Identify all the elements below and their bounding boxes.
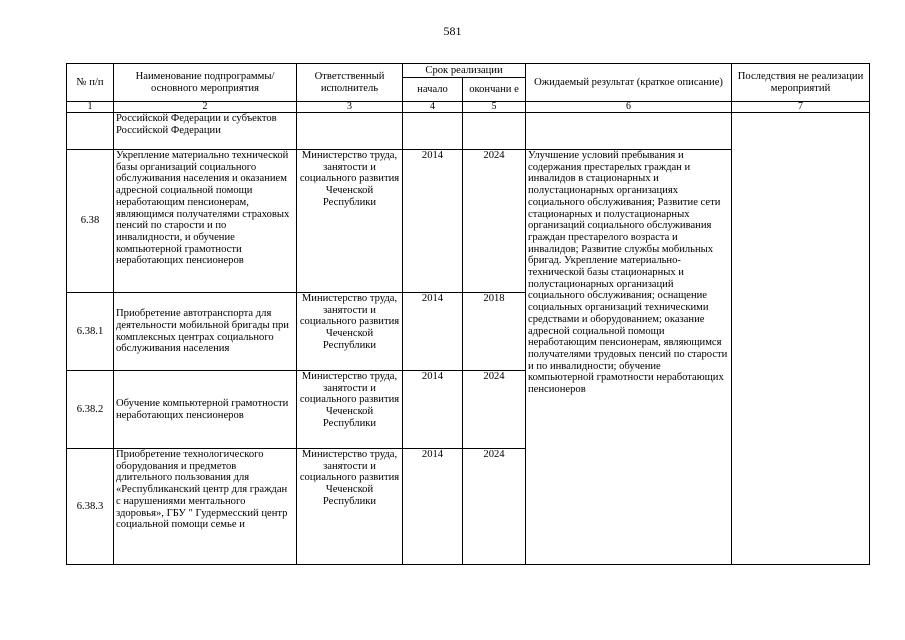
consequences-cell [732,113,870,565]
row-end: 2024 [463,371,526,449]
header-name: Наименование подпрограммы/ основного мероприятия [114,64,297,102]
column-number: 2 [114,102,297,113]
row-end: 2018 [463,293,526,371]
row-name: Обучение компьютерной грамотности неработающих пенсионеров [114,371,297,449]
column-number: 4 [403,102,463,113]
column-number: 1 [67,102,114,113]
row-executor: Министерство труда, занятости и социального развития Чеченской Республики [297,293,403,371]
header-consequences: Последствия не реализации мероприятий [732,64,870,102]
row-name: Российской Федерации и субъектов Российской Федерации [114,113,297,150]
row-end: 2024 [463,449,526,565]
row-number: 6.38.3 [67,449,114,565]
row-number: 6.38.1 [67,293,114,371]
column-number: 7 [732,102,870,113]
program-table [66,63,870,565]
row-start: 2014 [403,150,463,293]
header-expected-result: Ожидаемый результат (краткое описание) [526,64,732,102]
column-numbers-row [67,102,870,113]
row-executor: Министерство труда, занятости и социального развития Чеченской Республики [297,449,403,565]
column-number: 5 [463,102,526,113]
column-number: 3 [297,102,403,113]
column-number: 6 [526,102,732,113]
row-name: Приобретение автотранспорта для деятельности мобильной бригады при комплексных центрах социального обслуживания населения [114,293,297,371]
row-start: 2014 [403,371,463,449]
row-number: 6.38.2 [67,371,114,449]
header-number: № п/п [67,64,114,102]
header-period: Срок реализации [403,64,526,78]
row-number: 6.38 [67,150,114,293]
expected-result-cell: Улучшение условий пребывания и содержания престарелых граждан и инвалидов в стационарных и полустационарных организациях социального обслуживания; Развитие сети стационарных и полустационарных организаций социального обслуживания граждан престарелого возраста и инвалидов; Развитие службы мобильных бригад. Укрепление материально-технической базы стационарных и полустационарных организаций социального обслуживания; оснащение социальных организаций техническими средствами и оборудованием; оказание адресной социальной помощи неработающим пенсионерам, являющимся получателями трудовых пенсий по старости и по инвалидности; обучение компьютерной грамотности неработающих пенсионеров [526,150,732,565]
row-start: 2014 [403,293,463,371]
page-number: 581 [443,24,462,38]
row-executor: Министерство труда, занятости и социального развития Чеченской Республики [297,371,403,449]
row-end: 2024 [463,150,526,293]
row-name: Укрепление материально технической базы организаций социального обслуживания населения и оказанием адресной социальной помощи неработающим пенсионерам, являющимся получателями страховых пенсий по старости и по инвалидности, и обучение компьютерной грамотности неработающих пенсионеров [114,150,297,293]
table-row-continuation [67,113,870,150]
row-name: Приобретение технологического оборудования и предметов длительного пользования для «Республиканский центр для граждан с нарушениями ментального здоровья», ГБУ " Гудермесский центр социальной помощи семье и [114,449,297,565]
row-executor: Министерство труда, занятости и социального развития Чеченской Республики [297,150,403,293]
row-start: 2014 [403,449,463,565]
header-executor: Ответственный исполнитель [297,64,403,102]
header-start: начало [403,78,463,102]
header-end: окончани е [463,78,526,102]
